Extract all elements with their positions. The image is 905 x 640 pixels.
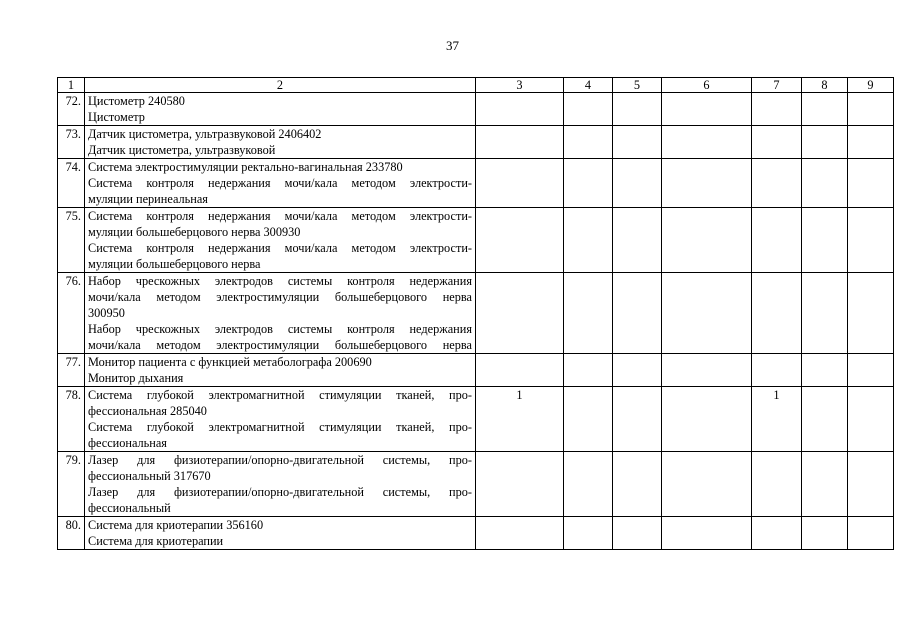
value-cell-col-3 <box>476 452 564 517</box>
value-cell-col-6 <box>662 159 752 208</box>
value-cell-col-3 <box>476 517 564 550</box>
description-line: муляции перинеальная <box>88 192 208 206</box>
equipment-table <box>57 77 894 550</box>
row-number: 73. <box>58 126 85 159</box>
value-cell-col-9 <box>848 273 894 354</box>
value-cell-col-6 <box>662 93 752 126</box>
value-cell-col-9 <box>848 517 894 550</box>
value-cell-col-5 <box>613 208 662 273</box>
column-header: 7 <box>752 78 802 93</box>
description-line: Система контроля недержания мочи/кала методом электрости- <box>88 209 472 223</box>
value-cell-col-9 <box>848 452 894 517</box>
value-cell-col-9 <box>848 159 894 208</box>
item-description <box>85 452 476 517</box>
description-line: 300950 <box>88 306 125 320</box>
value-cell-col-8 <box>802 126 848 159</box>
description-line: Система глубокой электромагнитной стимуляции тканей, про- <box>88 388 472 402</box>
row-number: 78. <box>58 387 85 452</box>
description-line: Набор чрескожных электродов системы контроля недержания <box>88 322 472 336</box>
value-cell-col-7 <box>752 159 802 208</box>
description-line: Датчик цистометра, ультразвуковой <box>88 143 276 157</box>
value-cell-col-9 <box>848 93 894 126</box>
value-cell-col-5 <box>613 517 662 550</box>
description-line: Датчик цистометра, ультразвуковой 2406402 <box>88 127 322 141</box>
row-number: 72. <box>58 93 85 126</box>
item-description <box>85 354 476 387</box>
value-cell-col-5 <box>613 354 662 387</box>
description-line: фессиональная <box>88 436 167 450</box>
description-line: Набор чрескожных электродов системы контроля недержания <box>88 274 472 288</box>
value-cell-col-3 <box>476 354 564 387</box>
column-header: 2 <box>85 78 476 93</box>
description-line: фессиональный <box>88 501 171 515</box>
value-cell-col-6 <box>662 208 752 273</box>
row-number: 74. <box>58 159 85 208</box>
value-cell-col-6 <box>662 126 752 159</box>
value-cell-col-4 <box>564 354 613 387</box>
value-cell-col-7 <box>752 452 802 517</box>
value-cell-col-8 <box>802 159 848 208</box>
description-line: муляции большеберцового нерва 300930 <box>88 225 301 239</box>
description-line: Система для криотерапии 356160 <box>88 518 264 532</box>
value-cell-col-5 <box>613 126 662 159</box>
description-line: фессиональный 317670 <box>88 469 211 483</box>
value-cell-col-4 <box>564 93 613 126</box>
column-header: 1 <box>58 78 85 93</box>
value-cell-col-3 <box>476 93 564 126</box>
item-description <box>85 517 476 550</box>
item-description <box>85 273 476 354</box>
table-row <box>58 208 894 273</box>
row-number: 80. <box>58 517 85 550</box>
row-number: 75. <box>58 208 85 273</box>
description-line: муляции большеберцового нерва <box>88 257 261 271</box>
value-cell-col-4 <box>564 126 613 159</box>
value-cell-col-7 <box>752 354 802 387</box>
column-header: 3 <box>476 78 564 93</box>
table-row <box>58 159 894 208</box>
description-line: Система для криотерапии <box>88 534 224 548</box>
value-cell-col-8 <box>802 387 848 452</box>
value-cell-col-3: 1 <box>476 387 564 452</box>
value-cell-col-8 <box>802 93 848 126</box>
value-cell-col-5 <box>613 159 662 208</box>
table-row <box>58 93 894 126</box>
column-header: 4 <box>564 78 613 93</box>
value-cell-col-5 <box>613 452 662 517</box>
column-header: 5 <box>613 78 662 93</box>
value-cell-col-7 <box>752 93 802 126</box>
value-cell-col-8 <box>802 354 848 387</box>
description-line: Монитор пациента с функцией метаболографа 200690 <box>88 355 372 369</box>
description-line: Система электростимуляции ректально-вагинальная 233780 <box>88 160 403 174</box>
item-description <box>85 93 476 126</box>
column-header: 9 <box>848 78 894 93</box>
value-cell-col-4 <box>564 517 613 550</box>
value-cell-col-8 <box>802 273 848 354</box>
row-number: 77. <box>58 354 85 387</box>
description-line: Лазер для физиотерапии/опорно-двигательной системы, про- <box>88 453 472 467</box>
value-cell-col-9 <box>848 208 894 273</box>
value-cell-col-5 <box>613 93 662 126</box>
value-cell-col-6 <box>662 452 752 517</box>
value-cell-col-7 <box>752 273 802 354</box>
value-cell-col-3 <box>476 126 564 159</box>
value-cell-col-7: 1 <box>752 387 802 452</box>
description-line: Цистометр 240580 <box>88 94 185 108</box>
value-cell-col-3 <box>476 159 564 208</box>
table-row <box>58 126 894 159</box>
value-cell-col-5 <box>613 273 662 354</box>
description-line: фессиональная 285040 <box>88 404 207 418</box>
value-cell-col-4 <box>564 208 613 273</box>
value-cell-col-4 <box>564 159 613 208</box>
value-cell-col-4 <box>564 273 613 354</box>
description-line: Цистометр <box>88 110 145 124</box>
value-cell-col-6 <box>662 354 752 387</box>
value-cell-col-5 <box>613 387 662 452</box>
item-description <box>85 126 476 159</box>
row-number: 79. <box>58 452 85 517</box>
value-cell-col-4 <box>564 387 613 452</box>
value-cell-col-6 <box>662 273 752 354</box>
description-line: Система глубокой электромагнитной стимуляции тканей, про- <box>88 420 472 434</box>
table-row <box>58 387 894 452</box>
value-cell-col-8 <box>802 517 848 550</box>
description-line: Система контроля недержания мочи/кала методом электрости- <box>88 241 472 255</box>
description-line: Лазер для физиотерапии/опорно-двигательной системы, про- <box>88 485 472 499</box>
value-cell-col-8 <box>802 208 848 273</box>
description-line: мочи/кала методом электростимуляции большеберцового нерва <box>88 290 472 304</box>
table-row <box>58 452 894 517</box>
value-cell-col-6 <box>662 517 752 550</box>
value-cell-col-4 <box>564 452 613 517</box>
value-cell-col-7 <box>752 517 802 550</box>
description-line: Система контроля недержания мочи/кала методом электрости- <box>88 176 472 190</box>
value-cell-col-8 <box>802 452 848 517</box>
value-cell-col-9 <box>848 126 894 159</box>
value-cell-col-3 <box>476 273 564 354</box>
value-cell-col-9 <box>848 387 894 452</box>
table-row <box>58 517 894 550</box>
column-header: 6 <box>662 78 752 93</box>
page-number: 37 <box>446 38 459 53</box>
header-row <box>58 78 894 93</box>
value-cell-col-7 <box>752 208 802 273</box>
item-description <box>85 159 476 208</box>
description-line: Монитор дыхания <box>88 371 184 385</box>
item-description <box>85 208 476 273</box>
value-cell-col-7 <box>752 126 802 159</box>
value-cell-col-3 <box>476 208 564 273</box>
description-line: мочи/кала методом электростимуляции большеберцового нерва <box>88 338 472 352</box>
table-row <box>58 354 894 387</box>
item-description <box>85 387 476 452</box>
column-header: 8 <box>802 78 848 93</box>
value-cell-col-9 <box>848 354 894 387</box>
row-number: 76. <box>58 273 85 354</box>
value-cell-col-6 <box>662 387 752 452</box>
table-row <box>58 273 894 354</box>
